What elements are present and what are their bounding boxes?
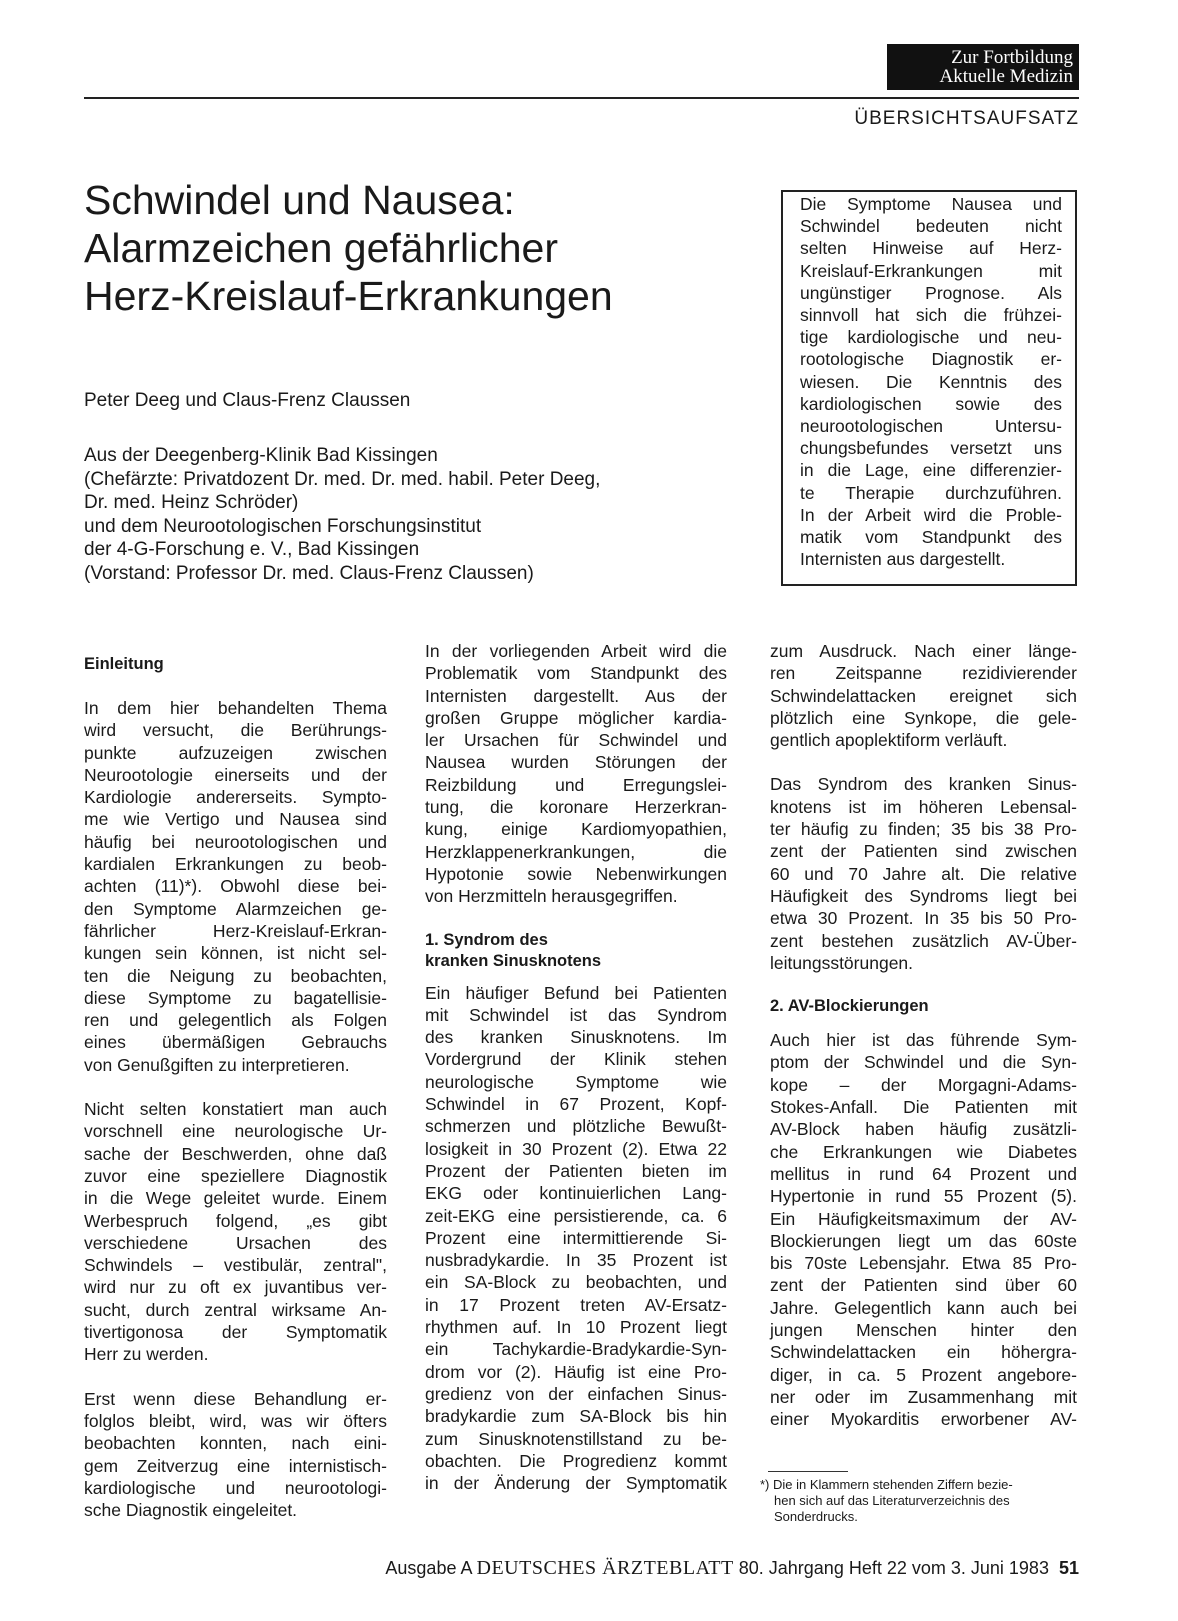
- body-line: Ein häufiger Befund bei Patienten: [425, 982, 727, 1003]
- body-line: ptom der Schwindel und die Syn-: [770, 1052, 1077, 1073]
- body-line: gredienz von der einfachen Sinus-: [425, 1383, 727, 1404]
- body-line: ner oder im Zusammenhang mit: [770, 1386, 1077, 1407]
- body-line: losigkeit in 30 Prozent (2). Etwa 22: [425, 1138, 727, 1159]
- affiliation-line: der 4-G-Forschung e. V., Bad Kissingen: [84, 539, 420, 560]
- body-line: neurologische Symptome wie: [425, 1071, 727, 1092]
- abstract-line: Kreislauf-Erkrankungen mit: [800, 260, 1062, 281]
- footer-journal: DEUTSCHES ÄRZTEBLATT: [476, 1557, 734, 1579]
- body-line: folglos bleibt, wird, was wir öfters: [84, 1410, 387, 1431]
- abstract-line: rootologische Diagnostik er-: [800, 349, 1062, 370]
- body-line: ten die Neigung zu beobachten,: [84, 965, 387, 986]
- rubric-badge: [887, 44, 1079, 90]
- body-line: nusbradykardie. In 35 Prozent ist: [425, 1250, 727, 1271]
- body-line: Prozent eine intermittierende Si-: [425, 1227, 727, 1248]
- body-line: Stokes-Anfall. Die Patienten mit: [770, 1097, 1077, 1118]
- body-line: in der Änderung der Symptomatik: [425, 1473, 727, 1494]
- body-line: den Symptome Alarmzeichen ge-: [84, 898, 387, 919]
- footnote-rule: [768, 1471, 848, 1472]
- body-line: Schwindelattacken ein höhergra-: [770, 1342, 1077, 1363]
- body-line: zent der Patienten sind zwischen: [770, 841, 1077, 862]
- abstract-line: Die Symptome Nausea und: [800, 194, 1062, 214]
- affiliation-line: Dr. med. Heinz Schröder): [84, 492, 299, 513]
- body-line: Ein Häufigkeitsmaximum der AV-: [770, 1208, 1077, 1229]
- abstract-line: ungünstiger Prognose. Als: [800, 282, 1062, 303]
- body-line: sache der Beschwerden, ohne daß: [84, 1143, 387, 1164]
- body-line: EKG oder kontinuierlichen Lang-: [425, 1183, 727, 1204]
- abstract-line: sinnvoll hat sich die frühzei-: [800, 305, 1062, 326]
- abstract-line: tige kardiologische und neu-: [800, 327, 1062, 348]
- title-line: Schwindel und Nausea:: [84, 177, 515, 223]
- body-line: zent bestehen zusätzlich AV-Über-: [770, 930, 1077, 951]
- body-line: kardiologische und neurootologi-: [84, 1477, 387, 1498]
- body-line: Hypertonie in rund 55 Prozent (5).: [770, 1186, 1077, 1207]
- abstract-line: te Therapie durchzuführen.: [800, 482, 1062, 503]
- section-heading-einleitung: Einleitung: [84, 655, 164, 673]
- title-line: Herz-Kreislauf-Erkrankungen: [84, 273, 613, 319]
- abstract-line: In der Arbeit wird die Proble-: [800, 504, 1062, 525]
- body-line: diger, in ca. 5 Prozent angebore-: [770, 1364, 1077, 1385]
- body-line: in 17 Prozent treten AV-Ersatz-: [425, 1294, 727, 1315]
- title-line: Alarmzeichen gefährlicher: [84, 225, 559, 271]
- text-column-2: [425, 640, 727, 1494]
- abstract-line: matik vom Standpunkt des: [800, 527, 1062, 548]
- header-rule: [84, 97, 1079, 99]
- body-line: Schwindel in 67 Prozent, Kopf-: [425, 1094, 727, 1115]
- section-label: ÜBERSICHTSAUFSATZ: [854, 108, 1079, 129]
- body-line: In der vorliegenden Arbeit wird die: [425, 641, 727, 661]
- body-line: che Erkrankungen wie Diabetes: [770, 1141, 1077, 1162]
- body-line: von Herzmitteln herausgegriffen.: [425, 886, 678, 907]
- body-line: Internisten dargestellt. Aus der: [425, 685, 727, 706]
- body-line: drom vor (2). Häufig ist eine Pro-: [425, 1361, 727, 1382]
- body-line: ein SA-Block zu beobachten, und: [425, 1272, 727, 1293]
- body-line: Schwindelattacken ereignet sich: [770, 685, 1077, 706]
- body-line: Problematik vom Standpunkt des: [425, 663, 727, 684]
- body-line: etwa 30 Prozent. In 35 bis 50 Pro-: [770, 908, 1077, 929]
- body-line: Das Syndrom des kranken Sinus-: [770, 774, 1077, 795]
- abstract-line: Internisten aus dargestellt.: [800, 549, 1006, 570]
- affiliation: [84, 444, 600, 585]
- rubric-line-2: Aktuelle Medizin: [939, 66, 1073, 87]
- page-number: 51: [1058, 1558, 1079, 1578]
- body-line: ler Ursachen für Schwindel und: [425, 730, 727, 751]
- abstract-line: in die Lage, eine differenzier-: [800, 460, 1062, 481]
- body-line: vorschnell eine neurologische Ur-: [84, 1121, 387, 1142]
- body-line: knotens ist im höheren Lebensal-: [770, 796, 1077, 817]
- body-line: In dem hier behandelten Thema: [84, 698, 387, 718]
- body-line: Nicht selten konstatiert man auch: [84, 1099, 387, 1120]
- body-line: AV-Block haben häufig zusätzli-: [770, 1119, 1077, 1140]
- body-line: plötzlich eine Synkope, die gele-: [770, 707, 1077, 728]
- rubric-line-1: Zur Fortbildung: [951, 47, 1073, 68]
- body-line: zum Ausdruck. Nach einer länge-: [770, 641, 1077, 661]
- body-line: bis 70ste Lebensjahr. Etwa 85 Pro-: [770, 1253, 1077, 1274]
- body-line: des kranken Sinusknotens. Im: [425, 1027, 727, 1048]
- footnote-line: hen sich auf das Literaturverzeichnis des: [774, 1493, 1010, 1508]
- body-line: Schwindels – vestibulär, zentral",: [84, 1255, 387, 1276]
- body-line: leitungsstörungen.: [770, 952, 914, 973]
- body-line: sucht, durch zentral wirksame An-: [84, 1299, 387, 1320]
- body-line: sche Diagnostik eingeleitet.: [84, 1500, 298, 1521]
- affiliation-line: und dem Neurootologischen Forschungsinstitut: [84, 515, 482, 537]
- body-line: von Genußgiften zu interpretieren.: [84, 1054, 350, 1075]
- body-line: Hypotonie sowie Nebenwirkungen: [425, 863, 727, 884]
- body-line: diese Symptome zu bagatellisie-: [84, 987, 387, 1008]
- body-line: mellitus in rund 64 Prozent und: [770, 1163, 1077, 1184]
- abstract: [800, 193, 1062, 570]
- authors: Peter Deeg und Claus-Frenz Claussen: [84, 390, 411, 411]
- footnote: [760, 1477, 1080, 1525]
- body-line: zent der Patienten sind über 60: [770, 1275, 1077, 1296]
- footnote-line: *) Die in Klammern stehenden Ziffern bezie-: [760, 1477, 1013, 1492]
- affiliation-line: (Vorstand: Professor Dr. med. Claus-Frenz Claussen): [84, 562, 534, 584]
- body-line: Erst wenn diese Behandlung er-: [84, 1388, 387, 1409]
- abstract-line: selten Hinweise auf Herz-: [800, 238, 1062, 259]
- page-footer: [385, 1557, 1079, 1580]
- affiliation-line: (Chefärzte: Privatdozent Dr. med. Dr. med. habil. Peter Deeg,: [84, 468, 601, 490]
- body-line: in die Wege geleitet wurde. Einem: [84, 1188, 387, 1209]
- body-line: wird versucht, die Berührungs-: [84, 720, 387, 741]
- body-line: Herr zu werden.: [84, 1344, 209, 1365]
- article-title: [84, 176, 724, 320]
- body-line: großen Gruppe möglicher kardia-: [425, 707, 727, 728]
- body-line: Werbespruch folgend, „es gibt: [84, 1210, 387, 1231]
- abstract-line: wiesen. Die Kenntnis des: [800, 371, 1062, 392]
- body-line: Prozent der Patienten bieten im: [425, 1160, 727, 1181]
- footer-edition: Ausgabe A: [385, 1558, 472, 1578]
- body-line: kardialen Erkrankungen zu beob-: [84, 854, 387, 875]
- body-line: Jahre. Gelegentlich kann auch bei: [770, 1297, 1077, 1318]
- body-line: verschiedene Ursachen des: [84, 1232, 387, 1253]
- footnote-line: Sonderdrucks.: [774, 1509, 858, 1524]
- abstract-line: Schwindel bedeuten nicht: [800, 216, 1062, 237]
- body-line: rhythmen auf. In 10 Prozent liegt: [425, 1317, 727, 1338]
- abstract-line: neurootologischen Untersu-: [800, 416, 1062, 437]
- body-line: beobachten konnten, nach eini-: [84, 1433, 387, 1454]
- body-line: eines übermäßigen Gebrauchs: [84, 1032, 387, 1053]
- body-line: Reizbildung und Erregungslei-: [425, 774, 727, 795]
- body-line: Vordergrund der Klinik stehen: [425, 1049, 727, 1070]
- section-heading-sinusknoten: 1. Syndrom des: [425, 930, 548, 949]
- body-line: mit Schwindel ist das Syndrom: [425, 1004, 727, 1025]
- body-line: kope – der Morgagni-Adams-: [770, 1074, 1077, 1095]
- body-line: zuvor eine speziellere Diagnostik: [84, 1165, 387, 1186]
- body-line: bradykardie zum SA-Block bis hin: [425, 1406, 727, 1427]
- body-line: kung, einige Kardiomyopathien,: [425, 819, 727, 840]
- body-line: einer Myokarditis erworbener AV-: [770, 1409, 1077, 1430]
- body-line: kungen sein können, ist nicht sel-: [84, 943, 387, 964]
- body-line: schmerzen und plötzliche Bewußt-: [425, 1116, 727, 1137]
- body-line: Kardiologie andererseits. Sympto-: [84, 787, 387, 808]
- body-line: ter häufig zu finden; 35 bis 38 Pro-: [770, 819, 1077, 840]
- body-line: Auch hier ist das führende Sym-: [770, 1030, 1077, 1051]
- text-column-1: [84, 654, 387, 1521]
- body-line: ren Zeitspanne rezidivierender: [770, 663, 1077, 684]
- body-line: ren und gelegentlich als Folgen: [84, 1010, 387, 1031]
- text-column-3: [770, 640, 1077, 1431]
- body-line: obachten. Die Progredienz kommt: [425, 1450, 727, 1471]
- footer-issue: 80. Jahrgang Heft 22 vom 3. Juni 1983: [738, 1558, 1049, 1578]
- body-line: Blockierungen liegt um das 60ste: [770, 1230, 1077, 1251]
- body-line: Neurootologie einerseits und der: [84, 764, 387, 785]
- body-line: Nausea wurden Störungen der: [425, 752, 727, 773]
- body-line: achten (11)*). Obwohl diese bei-: [84, 876, 387, 897]
- body-line: Herzklappenerkrankungen, die: [425, 841, 727, 862]
- body-line: punkte aufzuzeigen zwischen: [84, 742, 387, 763]
- body-line: häufig bei neurootologischen und: [84, 831, 387, 852]
- body-line: wird nur zu oft ex juvantibus ver-: [84, 1277, 387, 1298]
- section-heading-sinusknoten: kranken Sinusknotens: [425, 951, 602, 970]
- body-line: tung, die koronare Herzerkran-: [425, 797, 727, 818]
- section-heading-av-blockierungen: 2. AV-Blockierungen: [770, 997, 929, 1016]
- body-line: zeit-EKG eine persistierende, ca. 6: [425, 1205, 727, 1226]
- body-line: gentlich apoplektiform verläuft.: [770, 730, 1008, 751]
- body-line: ein Tachykardie-Bradykardie-Syn-: [425, 1339, 727, 1360]
- body-line: me wie Vertigo und Nausea sind: [84, 809, 387, 830]
- body-line: jungen Menschen hinter den: [770, 1320, 1077, 1341]
- body-line: tivertigonosa der Symptomatik: [84, 1322, 387, 1343]
- body-line: zum Sinusknotenstillstand zu be-: [425, 1428, 727, 1449]
- affiliation-line: Aus der Deegenberg-Klinik Bad Kissingen: [84, 445, 438, 466]
- body-line: Häufigkeit des Syndroms liegt bei: [770, 885, 1077, 906]
- body-line: 60 und 70 Jahre alt. Die relative: [770, 863, 1077, 884]
- body-line: gem Zeitverzug eine internistisch-: [84, 1455, 387, 1476]
- abstract-line: kardiologischen sowie des: [800, 393, 1062, 414]
- body-line: fährlicher Herz-Kreislauf-Erkran-: [84, 920, 387, 941]
- abstract-line: chungsbefundes versetzt uns: [800, 438, 1062, 459]
